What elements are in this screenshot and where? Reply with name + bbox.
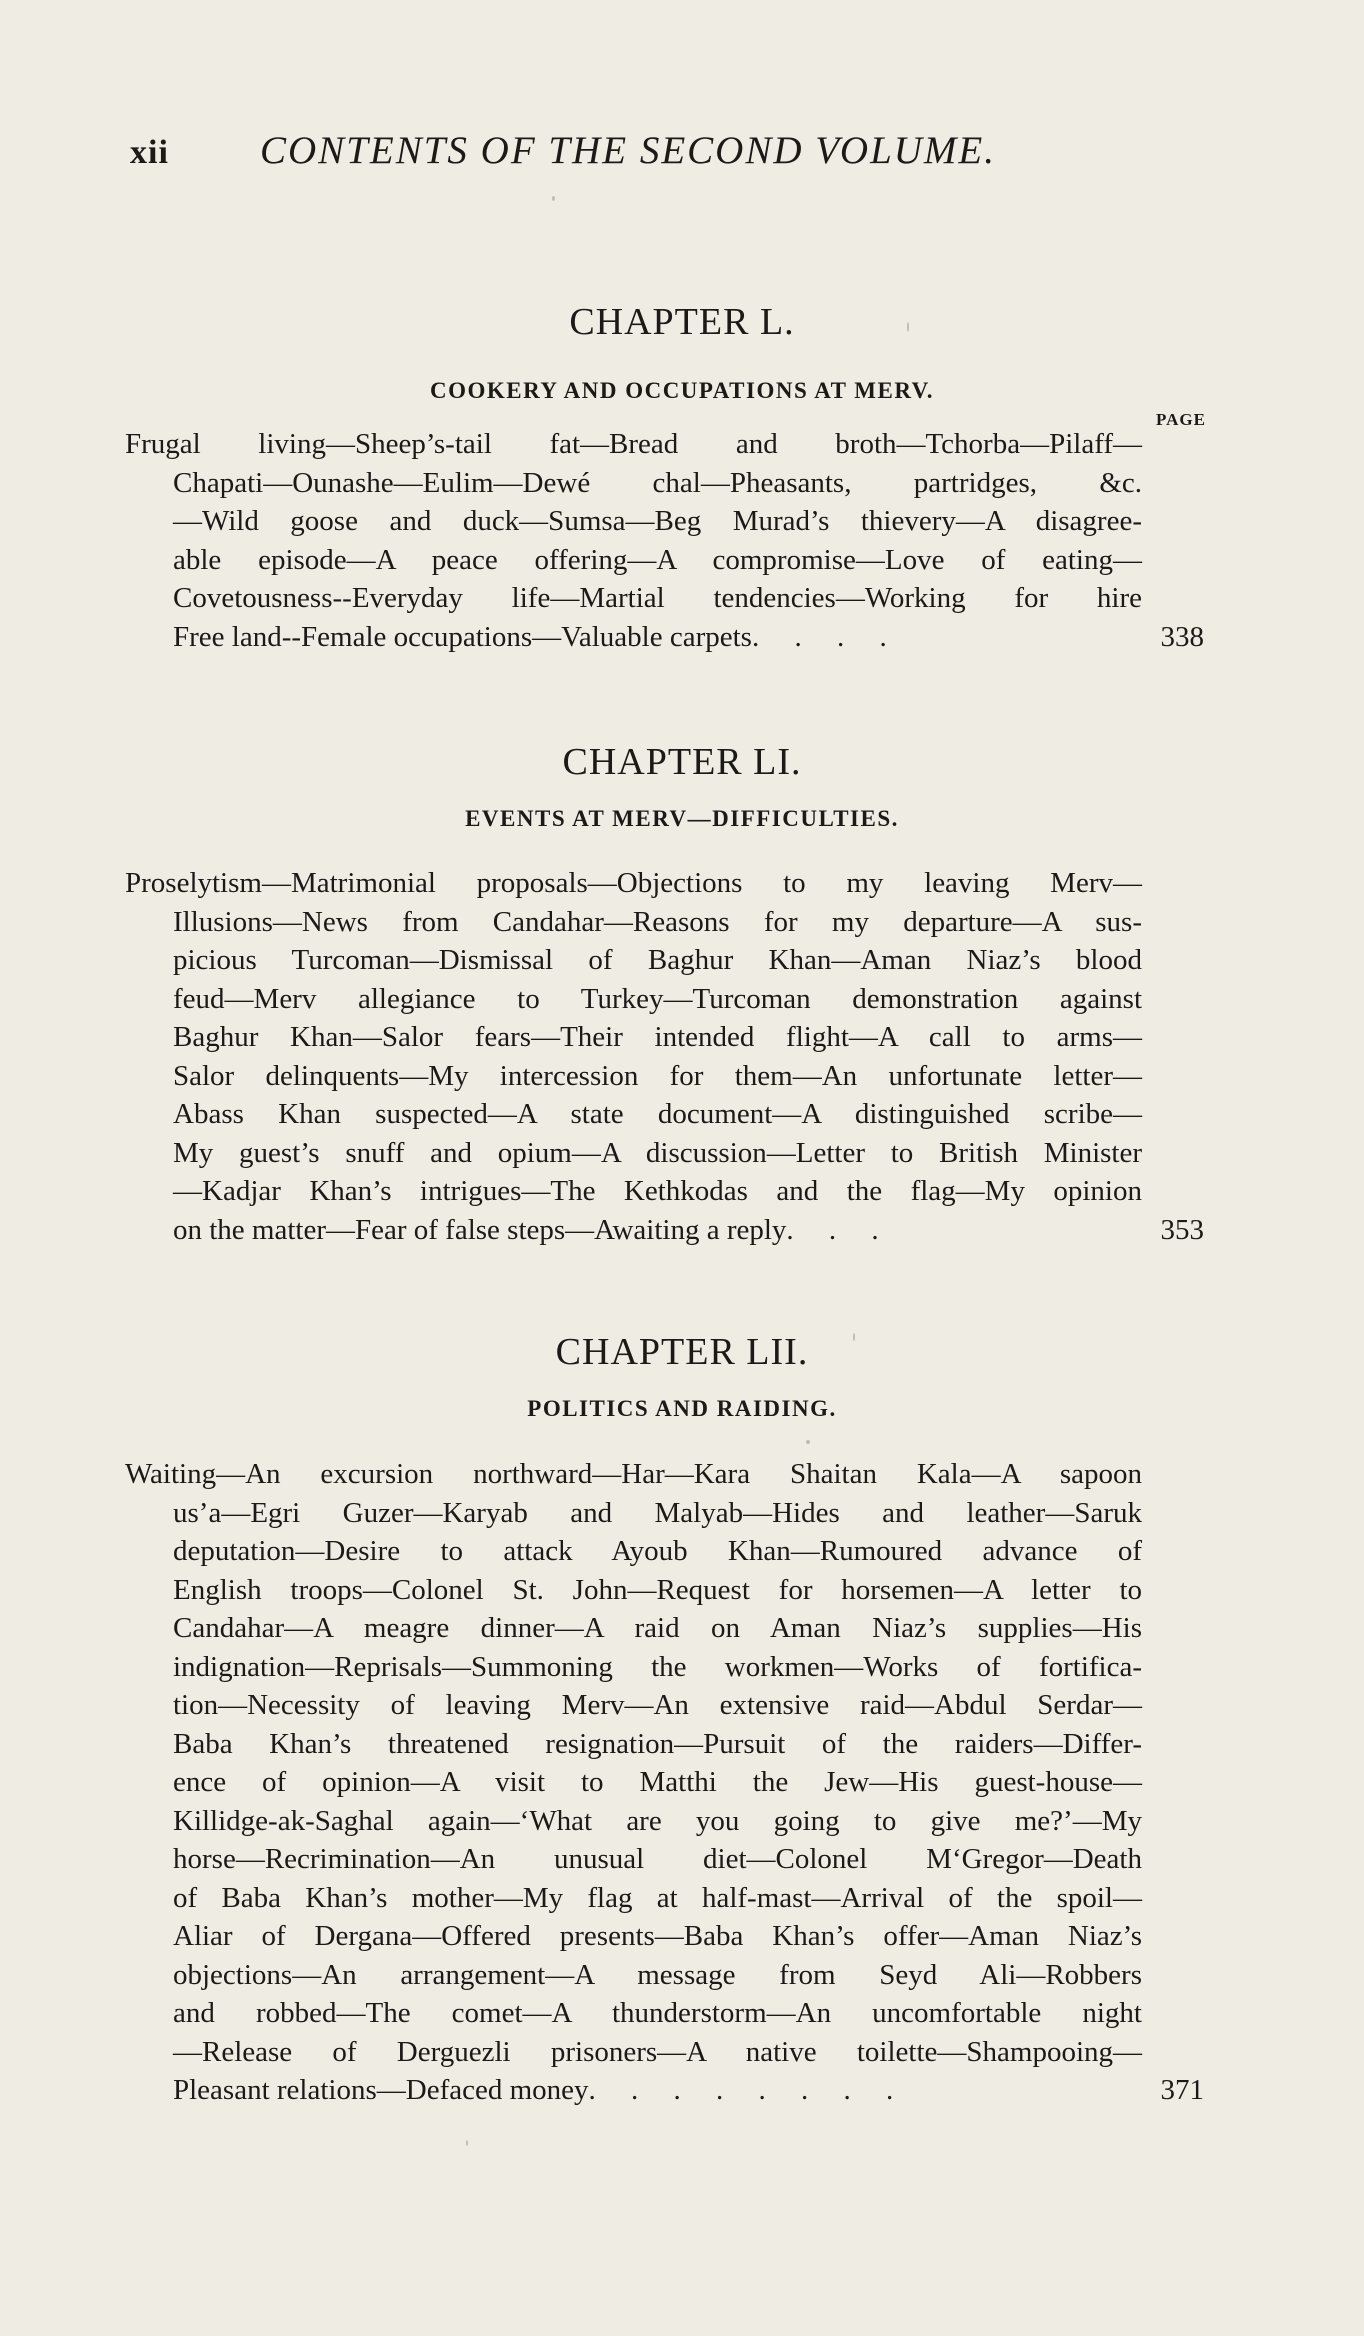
summary-line: Candahar—A meagre dinner—A raid on Aman Niaz’s supplies—His bbox=[173, 1612, 1142, 1644]
leader-dots: . . . bbox=[786, 1213, 893, 1246]
chapter-summary bbox=[125, 425, 1204, 656]
summary-line: My guest’s snuff and opium—A discussion—Letter to British Minister bbox=[173, 1136, 1142, 1169]
summary-line: ence of opinion—A visit to Matthi the Jew—His guest-house— bbox=[173, 1766, 1142, 1798]
summary-line: Illusions—News from Candahar—Reasons for my departure—A sus- bbox=[173, 905, 1142, 938]
paper-speck bbox=[552, 196, 555, 201]
running-title: CONTENTS OF THE SECOND VOLUME. bbox=[260, 129, 996, 172]
summary-line: Salor delinquents—My intercession for them—An unfortunate letter— bbox=[173, 1059, 1142, 1092]
summary-line: Pleasant relations—Defaced money bbox=[173, 2074, 589, 2106]
summary-line: English troops—Colonel St. John—Request for horsemen—A letter to bbox=[173, 1573, 1142, 1606]
summary-line: Frugal living—Sheep’s-tail fat—Bread and broth—Tchorba—Pilaff— bbox=[125, 428, 1142, 460]
paper-speck bbox=[907, 322, 909, 332]
summary-line: Chapati—Ounashe—Eulim—Dewé chal—Pheasants, partridges, &c. bbox=[173, 466, 1142, 499]
summary-line: Free land--Female occupations—Valuable carpets bbox=[173, 620, 752, 653]
chapter-summary bbox=[125, 864, 1204, 1249]
chapter-page-number: 353 bbox=[1160, 1213, 1204, 1246]
summary-line: tion—Necessity of leaving Merv—An extensive raid—Abdul Serdar— bbox=[173, 1689, 1142, 1721]
summary-line: —Wild goose and duck—Sumsa—Beg Murad’s thievery—A disagree- bbox=[173, 505, 1142, 537]
summary-line: Baba Khan’s threatened resignation—Pursuit of the raiders—Differ- bbox=[173, 1727, 1142, 1760]
summary-line: Aliar of Dergana—Offered presents—Baba Khan’s offer—Aman Niaz’s bbox=[173, 1920, 1142, 1952]
summary-line-last bbox=[125, 618, 1204, 657]
summary-line: indignation—Reprisals—Summoning the workmen—Works of fortifica- bbox=[173, 1650, 1142, 1683]
summary-line: —Kadjar Khan’s intrigues—The Kethkodas and the flag—My opinion bbox=[173, 1175, 1142, 1207]
chapter-subtitle: EVENTS AT MERV—DIFFICULTIES. bbox=[465, 806, 899, 831]
chapter-summary bbox=[125, 1455, 1204, 2110]
summary-line: Baghur Khan—Salor fears—Their intended flight—A call to arms— bbox=[173, 1021, 1142, 1053]
chapter-page-number: 338 bbox=[1160, 620, 1204, 653]
summary-line-last bbox=[125, 1211, 1204, 1250]
summary-line: deputation—Desire to attack Ayoub Khan—Rumoured advance of bbox=[173, 1535, 1142, 1567]
folio-page-number: xii bbox=[130, 134, 169, 171]
summary-line: Proselytism—Matrimonial proposals—Objections to my leaving Merv— bbox=[125, 867, 1142, 899]
summary-line: Waiting—An excursion northward—Har—Kara Shaitan Kala—A sapoon bbox=[125, 1458, 1142, 1490]
chapter-title: CHAPTER L. bbox=[569, 301, 795, 343]
summary-line: picious Turcoman—Dismissal of Baghur Khan—Aman Niaz’s blood bbox=[173, 944, 1142, 976]
summary-line: —Release of Derguezli prisoners—A native toilette—Shampooing— bbox=[173, 2035, 1142, 2068]
summary-line: Covetousness--Everyday life—Martial tendencies—Working for hire bbox=[173, 582, 1142, 614]
chapter-subtitle: COOKERY AND OCCUPATIONS AT MERV. bbox=[429, 378, 935, 403]
leader-dots: . . . . . . . . bbox=[588, 2074, 908, 2106]
paper-speck bbox=[853, 1333, 855, 1341]
summary-line: horse—Recrimination—An unusual diet—Colonel M‘Gregor—Death bbox=[173, 1843, 1142, 1875]
chapter-title: CHAPTER LI. bbox=[562, 741, 802, 783]
summary-line-last bbox=[125, 2071, 1204, 2110]
chapter-page-number: 371 bbox=[1160, 2074, 1204, 2106]
paper-speck bbox=[466, 2140, 468, 2146]
chapter-subtitle: POLITICS AND RAIDING. bbox=[527, 1396, 837, 1421]
summary-line: feud—Merv allegiance to Turkey—Turcoman demonstration against bbox=[173, 982, 1142, 1015]
summary-line: able episode—A peace offering—A compromise—Love of eating— bbox=[173, 543, 1142, 576]
chapter-title: CHAPTER LII. bbox=[555, 1331, 809, 1373]
paper-speck bbox=[806, 1440, 810, 1444]
summary-line: and robbed—The comet—A thunderstorm—An uncomfortable night bbox=[173, 1997, 1142, 2029]
running-head bbox=[130, 128, 1215, 188]
summary-line: of Baba Khan’s mother—My flag at half-mast—Arrival of the spoil— bbox=[173, 1881, 1142, 1914]
summary-line: on the matter—Fear of false steps—Awaiting a reply bbox=[173, 1213, 787, 1246]
page-column-label: PAGE bbox=[1156, 410, 1206, 429]
summary-line: Killidge-ak-Saghal again—‘What are you going to give me?’—My bbox=[173, 1804, 1142, 1837]
summary-line: Abass Khan suspected—A state document—A distinguished scribe— bbox=[173, 1098, 1142, 1130]
summary-line: objections—An arrangement—A message from Seyd Ali—Robbers bbox=[173, 1958, 1142, 1991]
summary-line: us’a—Egri Guzer—Karyab and Malyab—Hides and leather—Saruk bbox=[173, 1496, 1142, 1529]
leader-dots: . . . . bbox=[751, 620, 901, 653]
